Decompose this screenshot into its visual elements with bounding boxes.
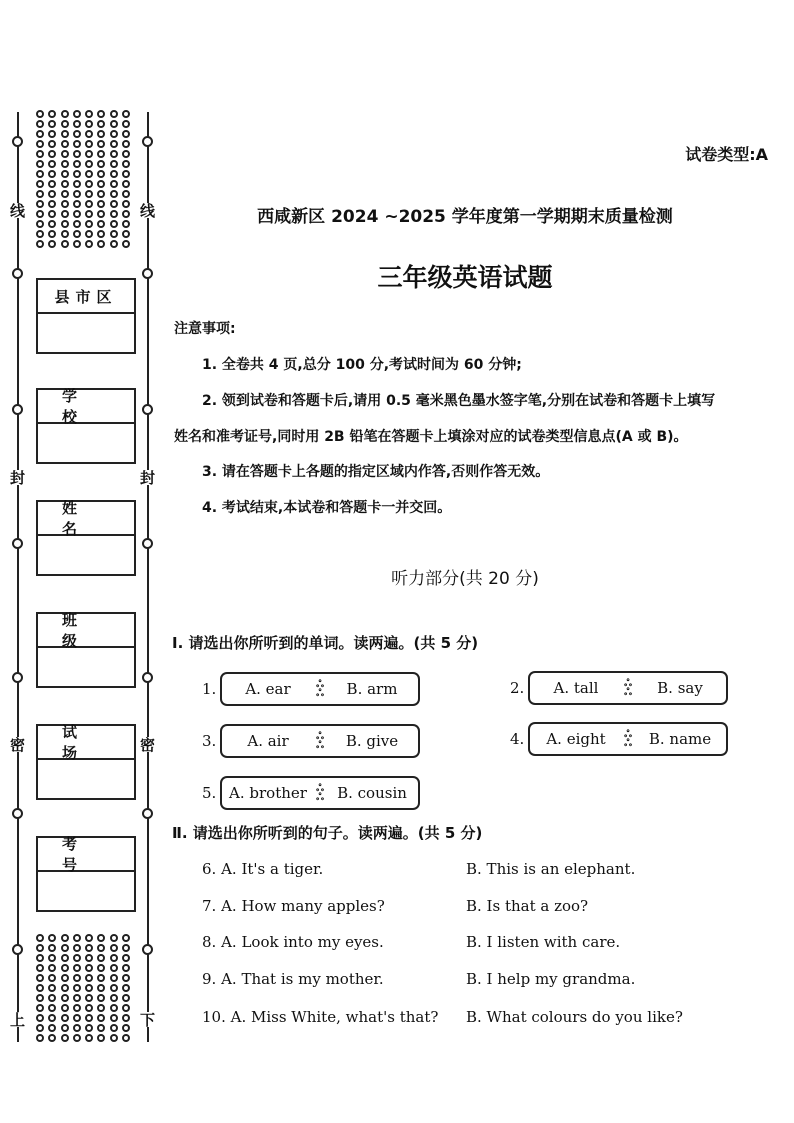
sentence-option-b[interactable]: B. I listen with care.: [466, 933, 621, 951]
dot-mark: [36, 1014, 44, 1022]
dot-mark: [36, 230, 44, 238]
dot-mark: [48, 160, 56, 168]
notice-heading: 注意事项:: [174, 321, 236, 337]
seal-char: 封: [138, 470, 156, 485]
dot-mark: [73, 1024, 81, 1032]
question-number: 2.: [510, 679, 525, 697]
dot-mark: [97, 974, 105, 982]
dot-mark: [48, 130, 56, 138]
exam-room-label: 试 场: [38, 726, 134, 760]
dot-mark: [122, 1034, 130, 1042]
dot-mark: [48, 190, 56, 198]
dot-mark: [97, 150, 105, 158]
paper-type: 试卷类型:A: [685, 145, 768, 164]
dot-mark: [85, 1034, 93, 1042]
dot-mark: [48, 1014, 56, 1022]
dot-mark: [48, 180, 56, 188]
dot-mark: [48, 140, 56, 148]
dot-mark: [97, 120, 105, 128]
dot-mark: [97, 130, 105, 138]
dot-mark: [122, 120, 130, 128]
dot-mark: [110, 944, 118, 952]
school-label: 学 校: [38, 390, 134, 424]
dot-mark: [61, 180, 69, 188]
top-char: 上: [8, 1012, 26, 1027]
dot-mark: [61, 110, 69, 118]
dot-mark: [61, 974, 69, 982]
dot-mark: [85, 954, 93, 962]
dot-mark: [48, 934, 56, 942]
dot-mark: [36, 170, 44, 178]
sentence-option-a[interactable]: 9. A. That is my mother.: [202, 970, 384, 988]
dot-mark: [36, 994, 44, 1002]
dot-mark: [97, 140, 105, 148]
dot-mark: [85, 1014, 93, 1022]
notice-item: 3. 请在答题卡上各题的指定区域内作答,否则作答无效。: [202, 464, 550, 480]
exam-room-box[interactable]: [36, 724, 136, 800]
dot-mark: [36, 200, 44, 208]
seal-char: 封: [8, 470, 26, 485]
question-number: 1.: [202, 680, 217, 698]
option-a[interactable]: A. air: [220, 724, 314, 758]
school-box[interactable]: [36, 388, 136, 464]
dot-mark: [110, 934, 118, 942]
dot-mark: [122, 160, 130, 168]
dot-mark: [122, 944, 130, 952]
exam-title: 西咸新区 2024 ~2025 学年度第一学期期末质量检测: [257, 207, 673, 227]
ring-mark: [142, 136, 153, 147]
dot-mark: [61, 160, 69, 168]
dot-mark: [61, 964, 69, 972]
dot-mark: [97, 210, 105, 218]
dot-mark: [85, 190, 93, 198]
dot-mark: [36, 974, 44, 982]
dot-mark: [97, 964, 105, 972]
section-2-title: Ⅱ. 请选出你所听到的句子。读两遍。(共 5 分): [172, 824, 483, 842]
dot-mark: [110, 210, 118, 218]
dot-mark: [73, 954, 81, 962]
dot-mark: [122, 994, 130, 1002]
dot-mark: [61, 170, 69, 178]
dot-mark: [122, 240, 130, 248]
dot-mark: [73, 964, 81, 972]
dot-mark: [73, 140, 81, 148]
dot-mark: [85, 1004, 93, 1012]
ring-mark: [142, 944, 153, 955]
dot-mark: [36, 1034, 44, 1042]
dot-mark: [97, 230, 105, 238]
dot-mark: [85, 240, 93, 248]
dot-mark: [110, 974, 118, 982]
dot-mark: [85, 130, 93, 138]
county-label: 县市区: [38, 280, 134, 314]
county-box[interactable]: [36, 278, 136, 354]
dot-mark: [110, 964, 118, 972]
dot-mark: [48, 964, 56, 972]
dot-mark: [61, 210, 69, 218]
ring-mark: [142, 538, 153, 549]
dot-mark: [122, 1024, 130, 1032]
dot-mark: [61, 230, 69, 238]
word-pair-3: [202, 724, 420, 758]
dot-mark: [122, 180, 130, 188]
dot-mark: [97, 220, 105, 228]
dot-mark: [97, 240, 105, 248]
ring-mark: [142, 404, 153, 415]
dot-mark: [48, 974, 56, 982]
dot-mark: [110, 1024, 118, 1032]
dot-mark: [61, 190, 69, 198]
secret-char: 密: [138, 737, 156, 752]
dot-mark: [73, 974, 81, 982]
class-box[interactable]: [36, 612, 136, 688]
sentence-option-a[interactable]: 8. A. Look into my eyes.: [202, 933, 384, 951]
name-label: 姓 名: [38, 502, 134, 536]
knot-icon: ஃ ஃ: [622, 671, 634, 705]
notice-item: 1. 全卷共 4 页,总分 100 分,考试时间为 60 分钟;: [202, 357, 522, 373]
dot-mark: [110, 220, 118, 228]
dot-mark: [110, 190, 118, 198]
dot-mark: [73, 984, 81, 992]
word-pair-5: [202, 776, 420, 810]
dot-mark: [122, 220, 130, 228]
ring-mark: [142, 672, 153, 683]
sentence-option-b[interactable]: B. This is an elephant.: [466, 860, 636, 878]
option-a[interactable]: A. tall: [528, 671, 622, 705]
dot-mark: [48, 1024, 56, 1032]
dot-mark: [73, 230, 81, 238]
option-a[interactable]: A. eight: [528, 722, 622, 756]
dot-mark: [85, 220, 93, 228]
dot-mark: [61, 1004, 69, 1012]
dot-mark: [48, 150, 56, 158]
dot-mark: [61, 150, 69, 158]
dot-mark: [36, 150, 44, 158]
left-cut-line: [17, 112, 19, 1042]
dot-mark: [85, 140, 93, 148]
dot-mark: [110, 984, 118, 992]
dot-mark: [85, 974, 93, 982]
dot-mark: [36, 190, 44, 198]
dot-mark: [36, 120, 44, 128]
ring-mark: [12, 404, 23, 415]
word-pair-4: [510, 722, 728, 756]
exam-number-label: 考 号: [38, 838, 134, 872]
dot-mark: [36, 954, 44, 962]
dot-mark: [73, 160, 81, 168]
dot-mark: [110, 240, 118, 248]
section-1-title: Ⅰ. 请选出你所听到的单词。读两遍。(共 5 分): [172, 634, 479, 652]
dot-mark: [85, 964, 93, 972]
ring-mark: [12, 808, 23, 819]
option-b[interactable]: B. give: [326, 724, 420, 758]
dot-pattern: [34, 934, 132, 1042]
dot-mark: [73, 210, 81, 218]
ring-mark: [12, 672, 23, 683]
dot-mark: [97, 1024, 105, 1032]
dot-mark: [122, 140, 130, 148]
dot-mark: [73, 110, 81, 118]
dot-mark: [36, 1024, 44, 1032]
dot-mark: [36, 210, 44, 218]
dot-mark: [61, 220, 69, 228]
word-pair-2: [510, 671, 728, 705]
dot-mark: [73, 220, 81, 228]
question-number: 5.: [202, 784, 217, 802]
dot-mark: [73, 240, 81, 248]
exam-number-box[interactable]: [36, 836, 136, 912]
dot-mark: [97, 200, 105, 208]
dot-mark: [110, 230, 118, 238]
dot-mark: [97, 180, 105, 188]
dot-mark: [110, 140, 118, 148]
dot-mark: [61, 120, 69, 128]
right-cut-line: [147, 112, 149, 1042]
dot-mark: [97, 944, 105, 952]
dot-mark: [48, 230, 56, 238]
knot-icon: ஃ ஃ: [622, 722, 634, 756]
dot-mark: [110, 160, 118, 168]
ring-mark: [142, 268, 153, 279]
dot-mark: [110, 120, 118, 128]
dot-mark: [85, 150, 93, 158]
dot-mark: [110, 954, 118, 962]
dot-mark: [110, 130, 118, 138]
dot-mark: [122, 170, 130, 178]
dot-mark: [73, 170, 81, 178]
knot-icon: ஃ ஃ: [314, 724, 326, 758]
subject-title: 三年级英语试题: [377, 263, 553, 292]
dot-mark: [61, 1014, 69, 1022]
dot-mark: [73, 200, 81, 208]
dot-mark: [36, 110, 44, 118]
dot-mark: [36, 944, 44, 952]
dot-mark: [61, 984, 69, 992]
option-b[interactable]: B. cousin: [326, 776, 420, 810]
dot-mark: [97, 170, 105, 178]
dot-mark: [85, 110, 93, 118]
dot-mark: [97, 110, 105, 118]
dot-mark: [110, 1034, 118, 1042]
dot-mark: [73, 994, 81, 1002]
dot-mark: [85, 170, 93, 178]
option-b[interactable]: B. arm: [326, 672, 420, 706]
sentence-option-b[interactable]: B. I help my grandma.: [466, 970, 636, 988]
cut-line-char: 线: [138, 203, 156, 218]
dot-mark: [110, 994, 118, 1002]
dot-mark: [73, 120, 81, 128]
dot-mark: [122, 974, 130, 982]
dot-mark: [97, 1004, 105, 1012]
dot-mark: [97, 1014, 105, 1022]
dot-mark: [61, 140, 69, 148]
dot-mark: [122, 230, 130, 238]
dot-mark: [48, 984, 56, 992]
dot-mark: [85, 180, 93, 188]
dot-pattern: [34, 110, 132, 248]
listening-title: 听力部分(共 20 分): [391, 569, 539, 589]
dot-mark: [36, 1004, 44, 1012]
notice-item: 4. 考试结束,本试卷和答题卡一并交回。: [202, 500, 452, 516]
word-pair-1: [202, 672, 420, 706]
dot-mark: [85, 934, 93, 942]
dot-mark: [122, 200, 130, 208]
dot-mark: [85, 944, 93, 952]
dot-mark: [122, 110, 130, 118]
dot-mark: [85, 984, 93, 992]
dot-mark: [110, 1014, 118, 1022]
dot-mark: [122, 1004, 130, 1012]
dot-mark: [97, 1034, 105, 1042]
dot-mark: [36, 934, 44, 942]
dot-mark: [97, 190, 105, 198]
dot-mark: [110, 180, 118, 188]
ring-mark: [12, 136, 23, 147]
dot-mark: [48, 170, 56, 178]
dot-mark: [122, 954, 130, 962]
dot-mark: [97, 994, 105, 1002]
question-number: 3.: [202, 732, 217, 750]
dot-mark: [36, 220, 44, 228]
dot-mark: [110, 170, 118, 178]
notice-item: 2. 领到试卷和答题卡后,请用 0.5 毫米黑色墨水签字笔,分别在试卷和答题卡上填写: [202, 393, 716, 409]
dot-mark: [61, 934, 69, 942]
dot-mark: [85, 230, 93, 238]
dot-mark: [122, 934, 130, 942]
dot-mark: [36, 964, 44, 972]
dot-mark: [97, 954, 105, 962]
dot-mark: [73, 1004, 81, 1012]
dot-mark: [61, 130, 69, 138]
dot-mark: [48, 994, 56, 1002]
dot-mark: [110, 110, 118, 118]
dot-mark: [110, 1004, 118, 1012]
dot-mark: [73, 180, 81, 188]
dot-mark: [122, 150, 130, 158]
dot-mark: [85, 120, 93, 128]
dot-mark: [122, 984, 130, 992]
knot-icon: ஃ ஃ: [314, 672, 326, 706]
sentence-option-a[interactable]: 7. A. How many apples?: [202, 897, 385, 915]
ring-mark: [12, 944, 23, 955]
dot-mark: [110, 150, 118, 158]
knot-icon: ஃ ஃ: [314, 776, 326, 810]
dot-mark: [122, 130, 130, 138]
dot-mark: [122, 964, 130, 972]
secret-char: 密: [8, 737, 26, 752]
dot-mark: [85, 210, 93, 218]
dot-mark: [48, 1034, 56, 1042]
dot-mark: [36, 140, 44, 148]
question-number: 4.: [510, 730, 525, 748]
sentence-option-b[interactable]: B. Is that a zoo?: [466, 897, 589, 915]
dot-mark: [73, 944, 81, 952]
sentence-option-a[interactable]: 10. A. Miss White, what's that?: [202, 1008, 439, 1026]
dot-mark: [97, 934, 105, 942]
dot-mark: [48, 954, 56, 962]
dot-mark: [85, 160, 93, 168]
dot-mark: [73, 1014, 81, 1022]
dot-mark: [73, 1034, 81, 1042]
dot-mark: [61, 954, 69, 962]
dot-mark: [85, 1024, 93, 1032]
dot-mark: [61, 944, 69, 952]
option-a[interactable]: A. brother: [220, 776, 314, 810]
dot-mark: [122, 1014, 130, 1022]
dot-mark: [36, 240, 44, 248]
dot-mark: [36, 180, 44, 188]
dot-mark: [48, 944, 56, 952]
dot-mark: [48, 200, 56, 208]
dot-mark: [36, 130, 44, 138]
dot-mark: [61, 1034, 69, 1042]
ring-mark: [142, 808, 153, 819]
dot-mark: [48, 1004, 56, 1012]
sentence-option-a[interactable]: 6. A. It's a tiger.: [202, 860, 324, 878]
dot-mark: [48, 240, 56, 248]
ring-mark: [12, 538, 23, 549]
dot-mark: [73, 150, 81, 158]
dot-mark: [73, 190, 81, 198]
sentence-option-b[interactable]: B. What colours do you like?: [466, 1008, 683, 1026]
dot-mark: [85, 200, 93, 208]
dot-mark: [61, 1024, 69, 1032]
name-box[interactable]: [36, 500, 136, 576]
option-b[interactable]: B. say: [634, 671, 728, 705]
dot-mark: [122, 210, 130, 218]
notice-item: 姓名和准考证号,同时用 2B 铅笔在答题卡上填涂对应的试卷类型信息点(A 或 B)。: [174, 429, 688, 445]
dot-mark: [36, 984, 44, 992]
dot-mark: [110, 200, 118, 208]
dot-mark: [61, 200, 69, 208]
bottom-char: 下: [138, 1012, 156, 1027]
dot-mark: [36, 160, 44, 168]
cut-line-char: 线: [8, 203, 26, 218]
dot-mark: [97, 160, 105, 168]
dot-mark: [48, 220, 56, 228]
dot-mark: [97, 984, 105, 992]
dot-mark: [73, 934, 81, 942]
ring-mark: [12, 268, 23, 279]
dot-mark: [48, 110, 56, 118]
dot-mark: [61, 994, 69, 1002]
dot-mark: [48, 120, 56, 128]
dot-mark: [122, 190, 130, 198]
dot-mark: [48, 210, 56, 218]
class-label: 班 级: [38, 614, 134, 648]
option-a[interactable]: A. ear: [220, 672, 314, 706]
dot-mark: [85, 994, 93, 1002]
dot-mark: [73, 130, 81, 138]
dot-mark: [61, 240, 69, 248]
option-b[interactable]: B. name: [634, 722, 728, 756]
